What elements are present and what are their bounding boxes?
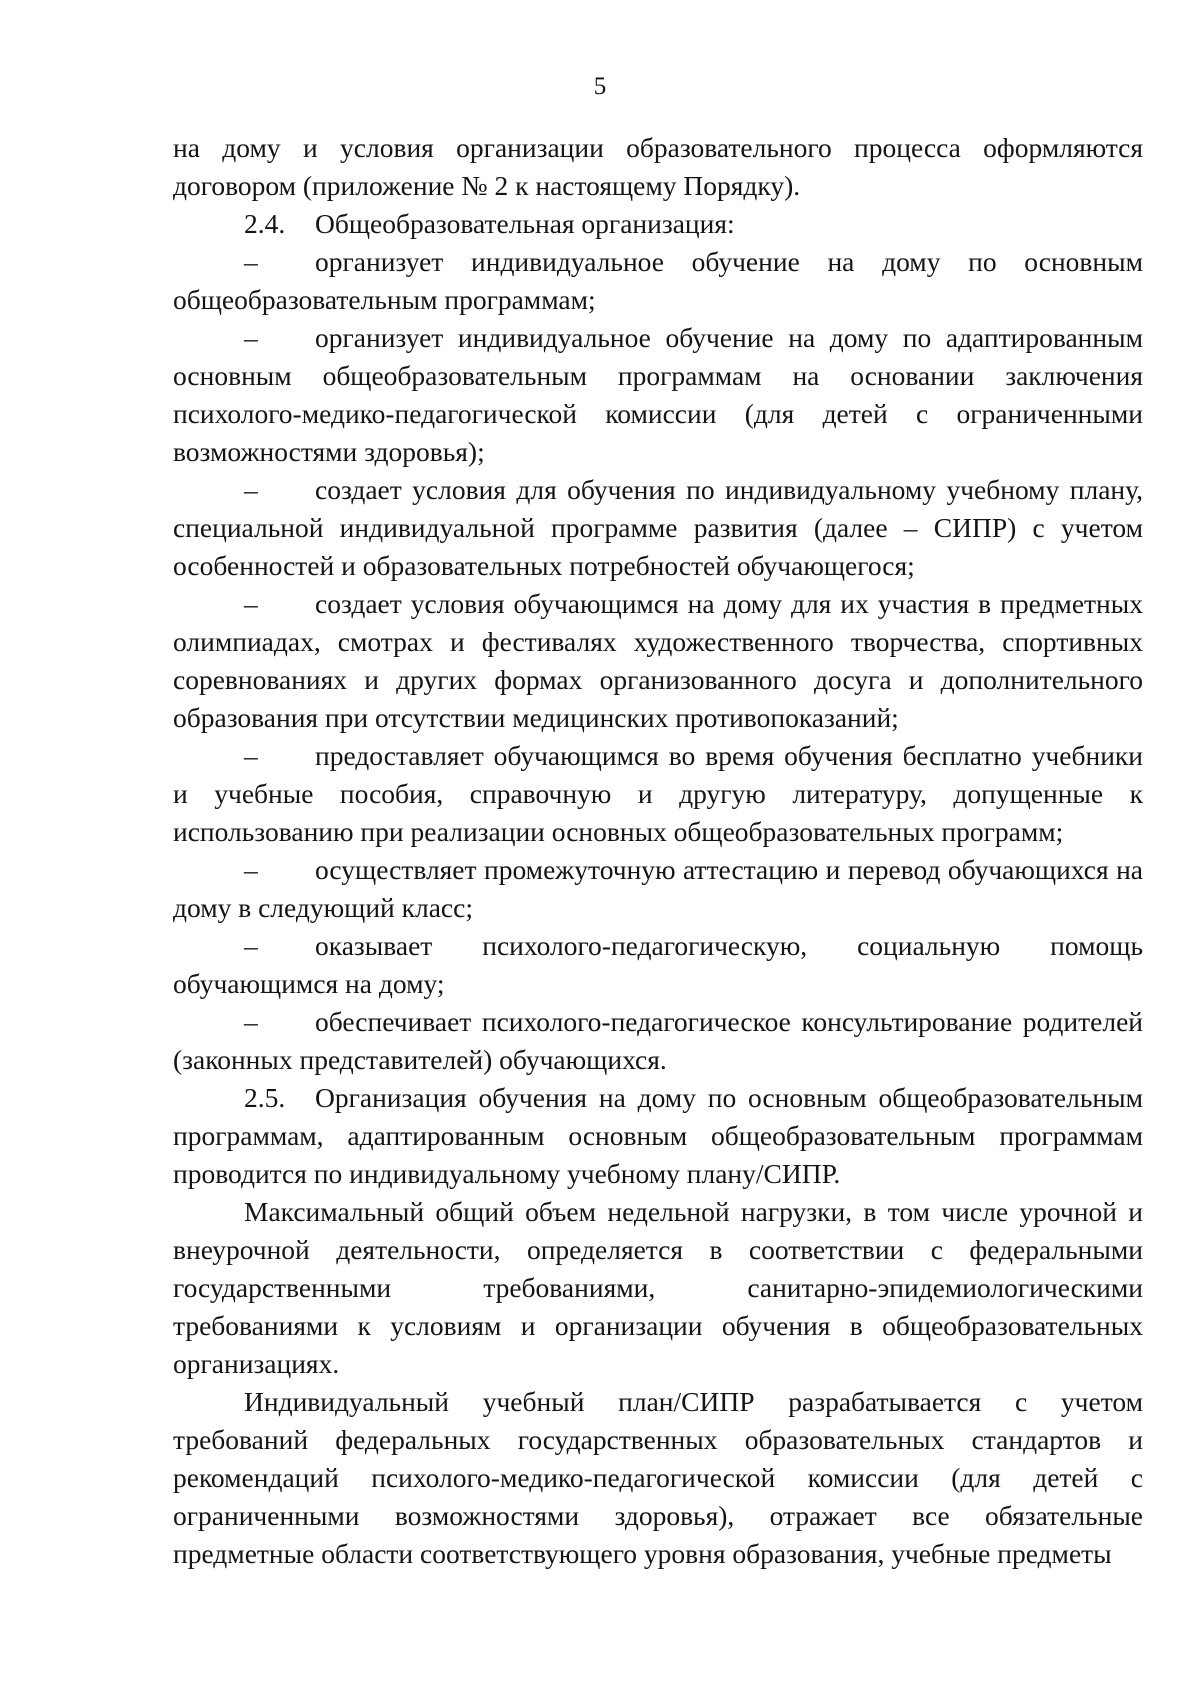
list-item <box>173 737 1143 851</box>
dash-bullet: – <box>244 322 258 353</box>
list-item <box>173 319 1143 471</box>
paragraph-text: Организация обучения на дому по основным общеобразовательным программам, адаптированным основным общеобразовательным программам проводится по индивидуальному учебному плану/СИПР. <box>173 1082 1143 1189</box>
list-item <box>173 243 1143 319</box>
list-item-text: предоставляет обучающимся во время обучения бесплатно учебники и учебные пособия, справочную и другую литературу, допущенные к использованию при реализации основных общеобразовательных программ; <box>173 740 1143 847</box>
dash-bullet: – <box>244 854 258 885</box>
list-item <box>173 585 1143 737</box>
list-item-text: организует индивидуальное обучение на дому по адаптированным основным общеобразовательным программам на основании заключения психолого-медико-педагогической комиссии (для детей с ограниченными возможностями здоровья); <box>173 322 1143 467</box>
list-item-text: осуществляет промежуточную аттестацию и перевод обучающихся на дому в следующий класс; <box>173 854 1143 923</box>
section-heading-2-5 <box>173 1079 1143 1193</box>
list-item-text: создает условия для обучения по индивидуальному учебному плану, специальной индивидуальной программе развития (далее – СИПР) с учетом особенностей и образовательных потребностей обучающегося; <box>173 474 1143 581</box>
document-body <box>173 129 1143 1573</box>
dash-bullet: – <box>244 1006 258 1037</box>
paragraph-text: Максимальный общий объем недельной нагрузки, в том числе урочной и внеурочной деятельности, определяется в соответствии с федеральными государственными требованиями, санитарно-эпидемиологическими требованиями к условиям и организации обучения в общеобразовательных организациях. <box>173 1196 1143 1379</box>
paragraph <box>173 1193 1143 1383</box>
list-item <box>173 471 1143 585</box>
list-item-text: создает условия обучающимся на дому для их участия в предметных олимпиадах, смотрах и фестивалях художественного творчества, спортивных соревнованиях и других формах организованного досуга и дополнительного образования при отсутствии медицинских противопоказаний; <box>173 588 1143 733</box>
list-item <box>173 1003 1143 1079</box>
paragraph-text: Индивидуальный учебный план/СИПР разрабатывается с учетом требований федеральных государственных образовательных стандартов и рекомендаций психолого-медико-педагогической комиссии (для детей с ограниченными возможностями здоровья), отражает все обязательные предметные области соответствующего уровня образования, учебные предметы <box>173 1386 1143 1569</box>
list-item-text: обеспечивает психолого-педагогическое консультирование родителей (законных представителей) обучающихся. <box>173 1006 1143 1075</box>
page-number: 5 <box>593 73 607 100</box>
paragraph-continuation <box>173 129 1143 205</box>
dash-bullet: – <box>244 740 258 771</box>
section-number: 2.5. <box>244 1082 286 1113</box>
section-number: 2.4. <box>244 208 286 239</box>
section-heading-2-4 <box>173 205 1143 243</box>
paragraph-text: на дому и условия организации образовательного процесса оформляются договором (приложение № 2 к настоящему Порядку). <box>173 132 1143 201</box>
paragraph <box>173 1383 1143 1573</box>
dash-bullet: – <box>244 588 258 619</box>
list-item <box>173 851 1143 927</box>
dash-bullet: – <box>244 930 258 961</box>
list-item-text: организует индивидуальное обучение на дому по основным общеобразовательным программам; <box>173 246 1143 315</box>
list-item <box>173 927 1143 1003</box>
list-item-text: оказывает психолого-педагогическую, социальную помощь обучающимся на дому; <box>173 930 1143 999</box>
dash-bullet: – <box>244 474 258 505</box>
dash-bullet: – <box>244 246 258 277</box>
paragraph-text: Общеобразовательная организация: <box>315 208 735 239</box>
